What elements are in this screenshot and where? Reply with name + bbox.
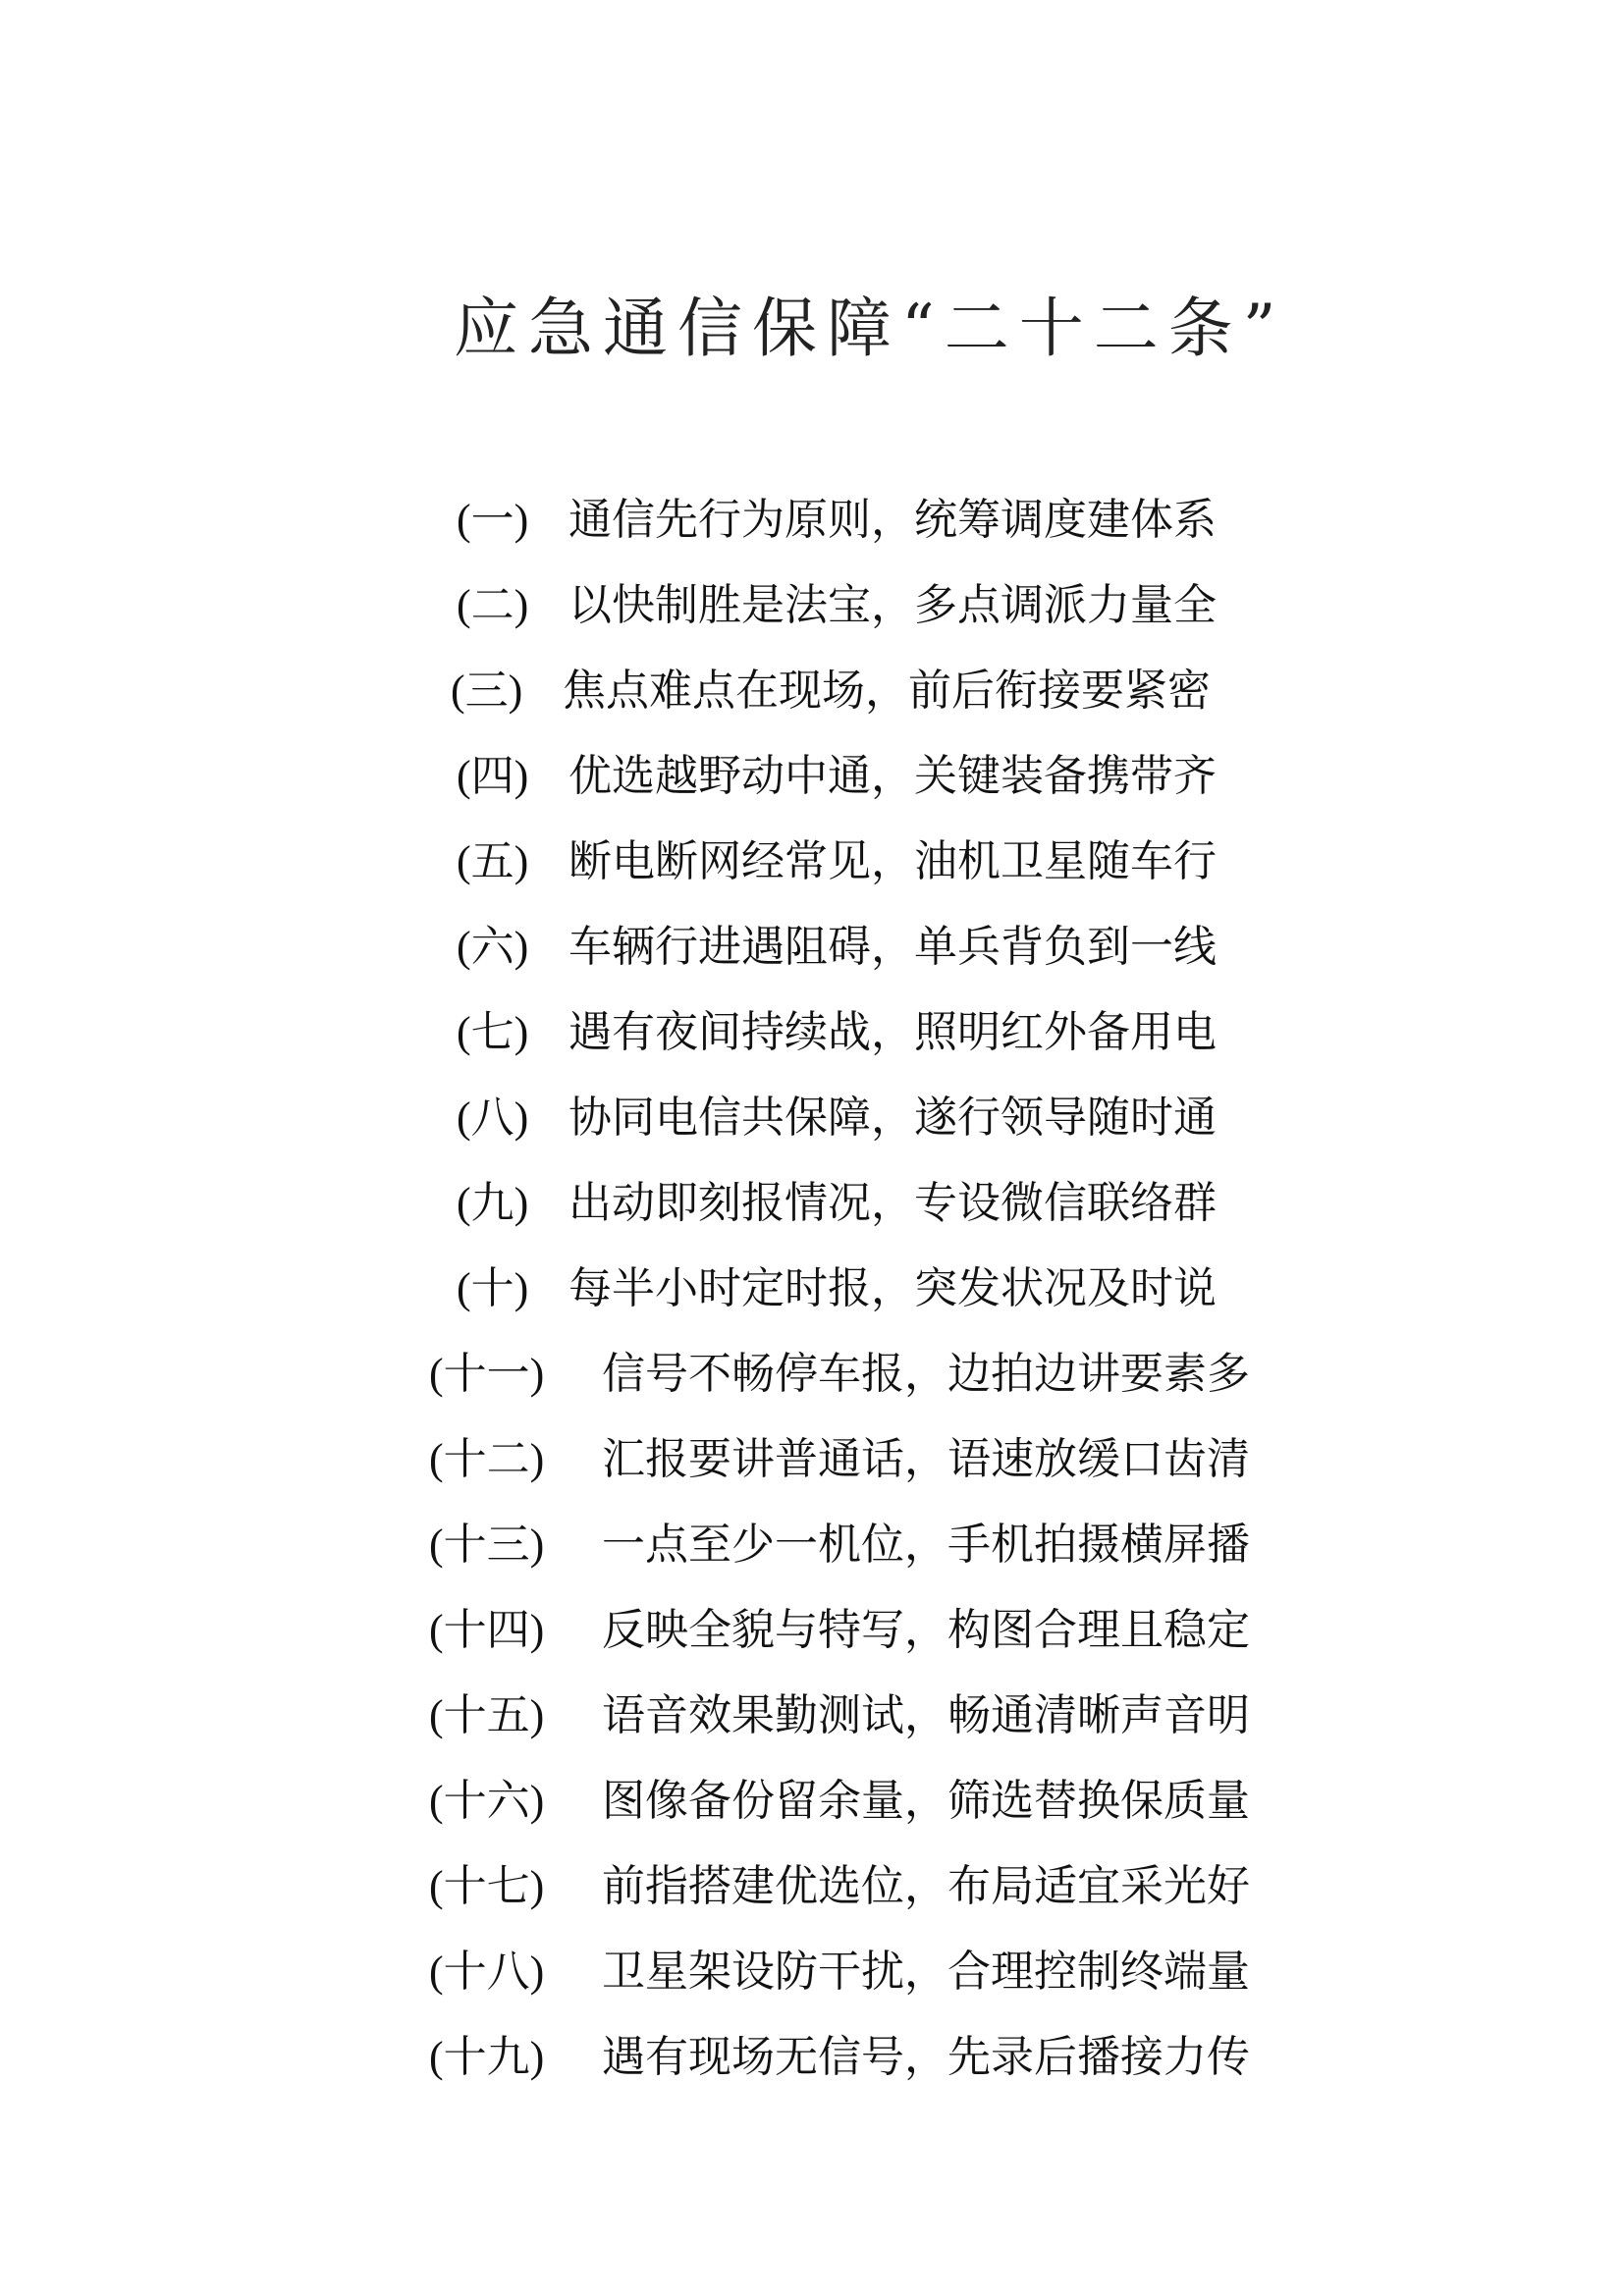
- item-text: 语音效果勤测试，畅通清晰声音明: [602, 1690, 1250, 1740]
- item-number: (十二): [429, 1435, 545, 1483]
- list-item: [457, 828, 1217, 896]
- item-number: (十七): [429, 1862, 545, 1910]
- item-text: 协同电信共保障，遂行领导随时通: [568, 1093, 1217, 1143]
- item-number: (十一): [429, 1350, 545, 1398]
- list-item: [457, 1169, 1217, 1238]
- list-item: [429, 1596, 1250, 1665]
- item-number: (十四): [429, 1606, 545, 1654]
- list-item: [429, 1938, 1250, 2006]
- item-number: (八): [457, 1094, 529, 1142]
- item-number: (十三): [429, 1521, 545, 1569]
- item-number: (十八): [429, 1948, 545, 1996]
- list-item: [457, 742, 1217, 811]
- item-text: 前指搭建优选位，布局适宜采光好: [602, 1861, 1250, 1911]
- item-text: 遇有夜间持续战，照明红外备用电: [568, 1007, 1217, 1057]
- list-item: [457, 913, 1217, 982]
- item-text: 一点至少一机位，手机拍摄横屏播: [602, 1520, 1250, 1570]
- list-item: [429, 1511, 1250, 1579]
- item-number: (九): [457, 1179, 529, 1227]
- item-text: 断电断网经常见，油机卫星随车行: [568, 836, 1217, 886]
- item-text: 焦点难点在现场，前后衔接要紧密: [563, 666, 1211, 716]
- item-text: 以快制胜是法宝，多点调派力量全: [568, 580, 1217, 630]
- list-item: [429, 1340, 1250, 1409]
- item-number: (十九): [429, 2033, 545, 2081]
- item-text: 反映全貌与特写，构图合理且稳定: [602, 1605, 1250, 1655]
- list-item: [429, 1852, 1250, 1921]
- item-text: 每半小时定时报，突发状况及时说: [568, 1263, 1217, 1313]
- item-number: (五): [457, 837, 529, 885]
- item-text: 图像备份留余量，筛选替换保质量: [602, 1776, 1250, 1826]
- list-item: [429, 1682, 1250, 1750]
- item-number: (三): [451, 667, 523, 715]
- item-text: 出动即刻报情况，专设微信联络群: [568, 1178, 1217, 1228]
- item-text: 车辆行进遇阻碍，单兵背负到一线: [568, 922, 1217, 972]
- item-number: (十): [457, 1264, 529, 1312]
- item-number: (四): [457, 752, 529, 800]
- list-item: [457, 1255, 1217, 1323]
- item-number: (七): [457, 1008, 529, 1056]
- item-number: (十六): [429, 1777, 545, 1825]
- list-item: [457, 998, 1217, 1067]
- list-item: [451, 657, 1211, 725]
- list-item: [429, 2023, 1250, 2092]
- item-number: (六): [457, 923, 529, 971]
- item-text: 遇有现场无信号，先录后播接力传: [602, 2032, 1250, 2082]
- item-text: 通信先行为原则，统筹调度建体系: [568, 495, 1217, 545]
- item-number: (一): [457, 496, 529, 544]
- list-item: [457, 486, 1217, 555]
- item-number: (二): [457, 581, 529, 629]
- list-item: [457, 1084, 1217, 1152]
- list-item: [429, 1425, 1250, 1494]
- item-text: 汇报要讲普通话，语速放缓口齿清: [602, 1434, 1250, 1484]
- item-number: (十五): [429, 1691, 545, 1739]
- document-title: 应急通信保障“二十二条”: [454, 291, 1286, 366]
- item-text: 卫星架设防干扰，合理控制终端量: [602, 1947, 1250, 1997]
- item-text: 优选越野动中通，关键装备携带齐: [568, 751, 1217, 801]
- list-item: [457, 571, 1217, 640]
- item-text: 信号不畅停车报，边拍边讲要素多: [602, 1349, 1250, 1399]
- list-item: [429, 1767, 1250, 1836]
